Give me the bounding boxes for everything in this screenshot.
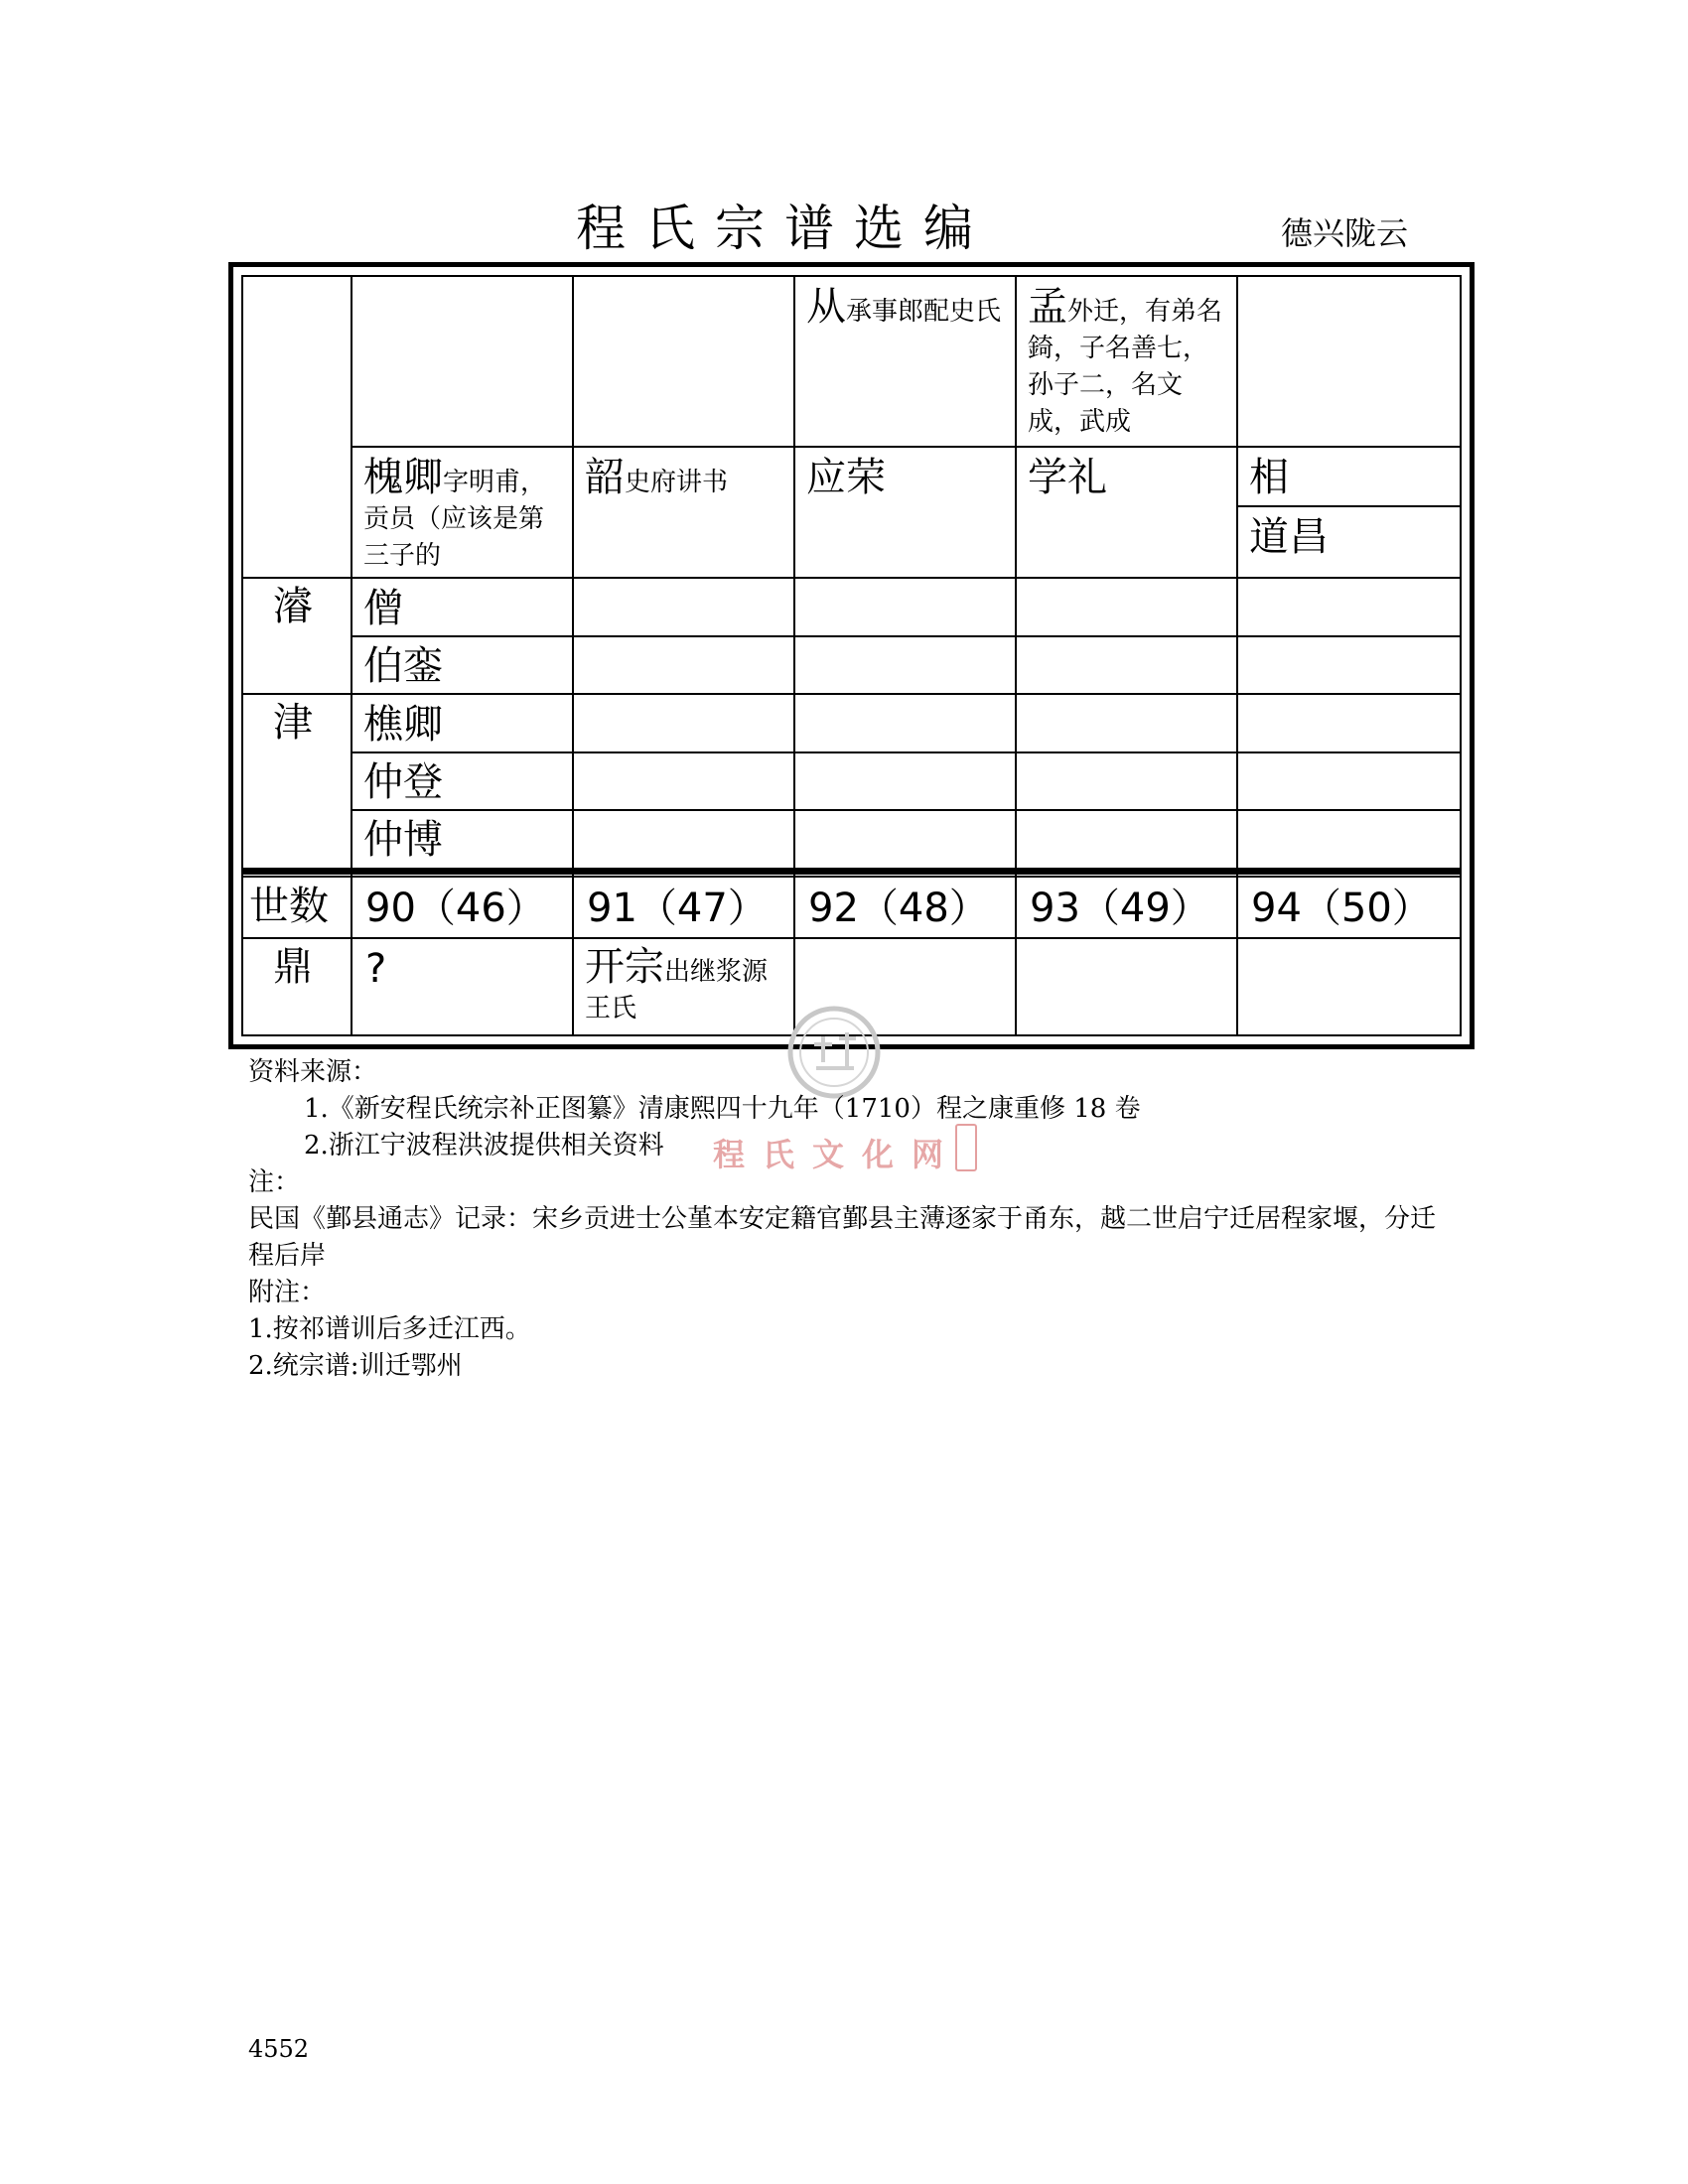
- person-cell-shao: [585, 454, 788, 501]
- row-divider: [241, 693, 1462, 695]
- table-border-top: [241, 275, 1462, 277]
- page-number: 4552: [248, 2035, 310, 2063]
- person-cell-meng: [1028, 283, 1231, 441]
- table-grid: [241, 275, 1462, 1036]
- person-name: 樵卿: [363, 702, 443, 748]
- row-divider: [351, 446, 1462, 448]
- site-watermark: 程氏文化网: [713, 1136, 962, 1173]
- person-cell-kaizong: [585, 943, 788, 1027]
- section-divider: [241, 876, 1462, 878]
- person-cell-cong: [806, 283, 1010, 331]
- column-divider: [1015, 275, 1017, 1036]
- source-item: 1.《新安程氏统宗补正图纂》清康熙四十九年（1710）程之康重修 18 卷: [304, 1094, 1141, 1124]
- person-note: 出继浆源王氏: [585, 957, 769, 1024]
- column-divider: [1236, 275, 1238, 1036]
- generation-value: 91（47）: [587, 886, 768, 931]
- person-note: 字明甫，贡员（应该是第三子的: [363, 468, 547, 571]
- person-name: 从: [806, 284, 846, 330]
- person-name: 僧: [363, 586, 403, 631]
- column-divider: [351, 275, 352, 1036]
- note-text: 民国《鄞县通志》记录：宋乡贡进士公堇本安定籍官鄞县主薄逐家于甬东，越二世启宁迁居程家堰，分迁程后岸: [248, 1204, 1437, 1271]
- branch-name: 德兴陇云: [1281, 214, 1409, 252]
- generation-label: 世数: [249, 884, 329, 929]
- page-title: 程氏宗谱选编: [576, 200, 993, 257]
- genealogy-table: [228, 262, 1475, 1049]
- person-name: 应荣: [806, 455, 886, 500]
- person-name: 孟: [1028, 284, 1067, 330]
- generation-value: 93（49）: [1030, 886, 1210, 931]
- table-border-left: [241, 275, 243, 1036]
- row-divider: [1236, 505, 1462, 507]
- person-name: 伯銮: [363, 643, 443, 689]
- source-heading: 资料来源：: [248, 1057, 378, 1087]
- table-border-right: [1460, 275, 1462, 1036]
- source-item: 2.浙江宁波程洪波提供相关资料: [304, 1131, 664, 1160]
- person-name: 学礼: [1028, 455, 1107, 500]
- appendix-item: 2.统宗谱:训迁鄂州: [248, 1351, 463, 1381]
- person-name: 韶: [585, 455, 625, 500]
- group-label: 鼎: [273, 944, 313, 990]
- person-name: 道昌: [1249, 514, 1329, 560]
- notes-section: [248, 1054, 1460, 1385]
- note-heading: 注：: [248, 1167, 301, 1197]
- person-name: 槐卿: [363, 455, 443, 500]
- person-note: 史府讲书: [625, 468, 729, 497]
- person-name: 仲登: [363, 759, 443, 805]
- row-divider: [241, 577, 1462, 579]
- row-divider: [351, 809, 1462, 811]
- person-note: 承事郎配史氏: [846, 297, 1002, 327]
- row-divider: [241, 937, 1462, 939]
- unknown-marker: ?: [365, 946, 387, 992]
- person-name: 仲博: [363, 817, 443, 863]
- section-divider: [241, 868, 1462, 875]
- appendix-item: 1.按祁谱训后多迁江西。: [248, 1314, 531, 1344]
- row-divider: [351, 635, 1462, 637]
- column-divider: [793, 275, 795, 1036]
- person-note: 外迁，有弟名錡，子名善七，孙子二，名文成，武成: [1028, 297, 1223, 437]
- column-divider: [572, 275, 574, 1036]
- appendix-heading: 附注：: [248, 1278, 327, 1307]
- person-cell-huaiqing: [363, 454, 567, 575]
- row-divider: [351, 751, 1462, 753]
- generation-value: 94（50）: [1251, 886, 1432, 931]
- group-label: 津: [273, 700, 313, 746]
- person-name: 相: [1249, 455, 1289, 500]
- group-label: 濬: [273, 584, 313, 629]
- person-name: 开宗: [585, 944, 664, 990]
- generation-value: 90（46）: [365, 886, 546, 931]
- generation-value: 92（48）: [808, 886, 989, 931]
